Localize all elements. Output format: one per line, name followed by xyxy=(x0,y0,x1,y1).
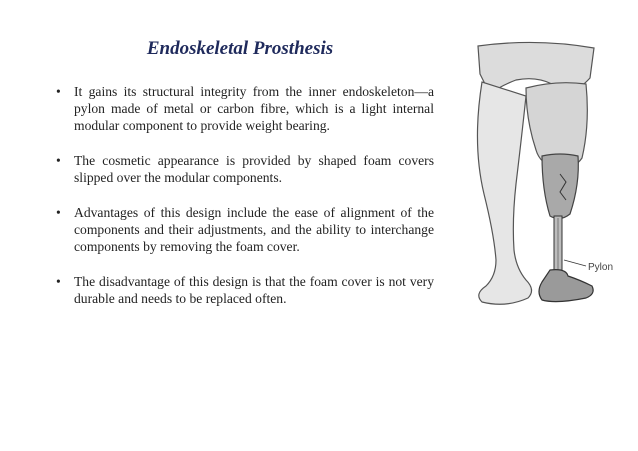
bullet-icon: • xyxy=(56,274,61,289)
prosthesis-illustration xyxy=(456,24,638,324)
bullet-item xyxy=(56,83,434,134)
bullet-text: The cosmetic appearance is provided by shaped foam covers slipped over the modular components. xyxy=(74,153,434,185)
bullet-icon: • xyxy=(56,205,61,220)
socket-shape xyxy=(542,154,578,219)
bullet-text: It gains its structural integrity from the inner endoskeleton—a pylon made of metal or carbon fibre, which is a light internal modular component to provide weight bearing. xyxy=(74,84,434,133)
bullet-text: Advantages of this design include the ease of alignment of the components and their adjustments, and the ability to interchange components by removing the foam cover. xyxy=(74,205,434,254)
prosthetic-foot-shape xyxy=(539,270,593,302)
pylon-label: Pylon xyxy=(588,262,614,273)
natural-leg-shape xyxy=(477,82,531,304)
slide-title: Endoskeletal Prosthesis xyxy=(146,38,334,59)
bullet-item xyxy=(56,152,434,186)
bullet-list xyxy=(56,83,434,325)
bullet-icon: • xyxy=(56,153,61,168)
bullet-icon: • xyxy=(56,84,61,99)
bullet-item xyxy=(56,273,434,307)
bullet-text: The disadvantage of this design is that the foam cover is not very durable and needs to be replaced often. xyxy=(74,274,434,306)
pylon-pointer xyxy=(564,260,586,266)
bullet-item xyxy=(56,204,434,255)
